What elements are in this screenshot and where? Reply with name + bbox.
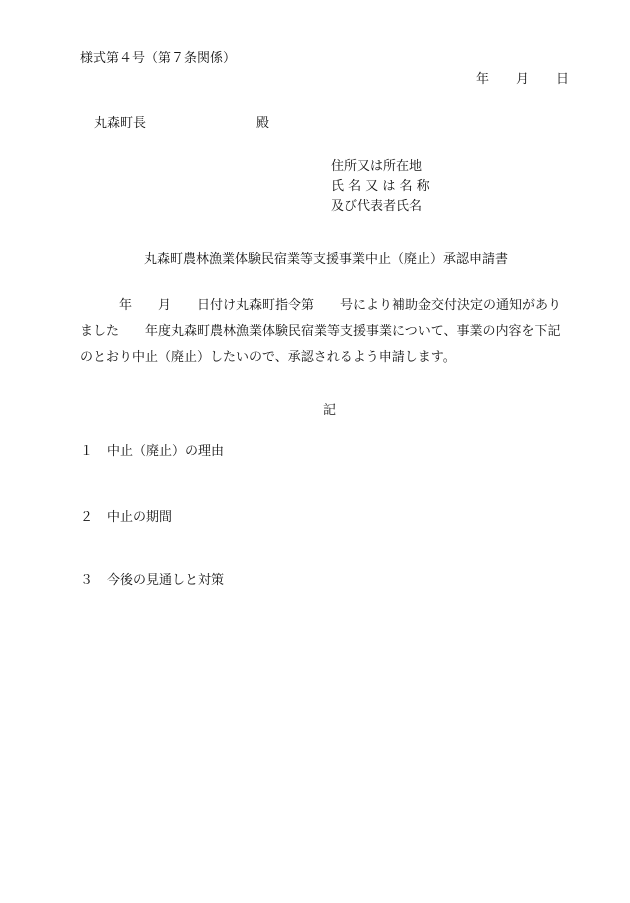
applicant-representative-label: 及び代表者氏名 — [331, 199, 423, 214]
applicant-block — [331, 157, 430, 217]
item-label: 中止（廃止）の理由 — [107, 444, 225, 459]
item-number: ２ — [80, 510, 94, 525]
body-line-1: 年 月 日付け丸森町指令第 号により補助金交付決定の通知があり — [80, 298, 562, 313]
addressee — [94, 117, 269, 130]
body-line-2: ました 年度丸森町農林漁業体験民宿業等支援事業について、事業の内容を下記 — [80, 324, 561, 339]
date-year: 年 — [476, 72, 490, 87]
date-day: 日 — [556, 72, 570, 87]
list-item — [80, 574, 224, 587]
form-number: 様式第４号（第７条関係） — [80, 51, 237, 66]
item-label: 中止の期間 — [107, 510, 173, 525]
date-line — [476, 73, 569, 86]
body-line-3: のとおり中止（廃止）したいので、承認されるよう申請します。 — [80, 350, 456, 365]
document-title: 丸森町農林漁業体験民宿業等支援事業中止（廃止）承認申請書 — [144, 252, 509, 267]
date-month: 月 — [516, 72, 530, 87]
item-number: １ — [80, 444, 94, 459]
list-item — [80, 445, 224, 458]
addressee-name: 丸森町長 — [94, 116, 147, 131]
item-number: ３ — [80, 573, 94, 588]
applicant-name-label: 氏 名 又 は 名 称 — [331, 179, 430, 194]
addressee-honorific: 殿 — [256, 116, 270, 131]
applicant-address-label: 住所又は所在地 — [331, 159, 423, 174]
list-item — [80, 511, 172, 524]
ki-heading: 記 — [323, 403, 337, 418]
body-paragraph — [80, 293, 580, 371]
item-label: 今後の見通しと対策 — [107, 573, 225, 588]
